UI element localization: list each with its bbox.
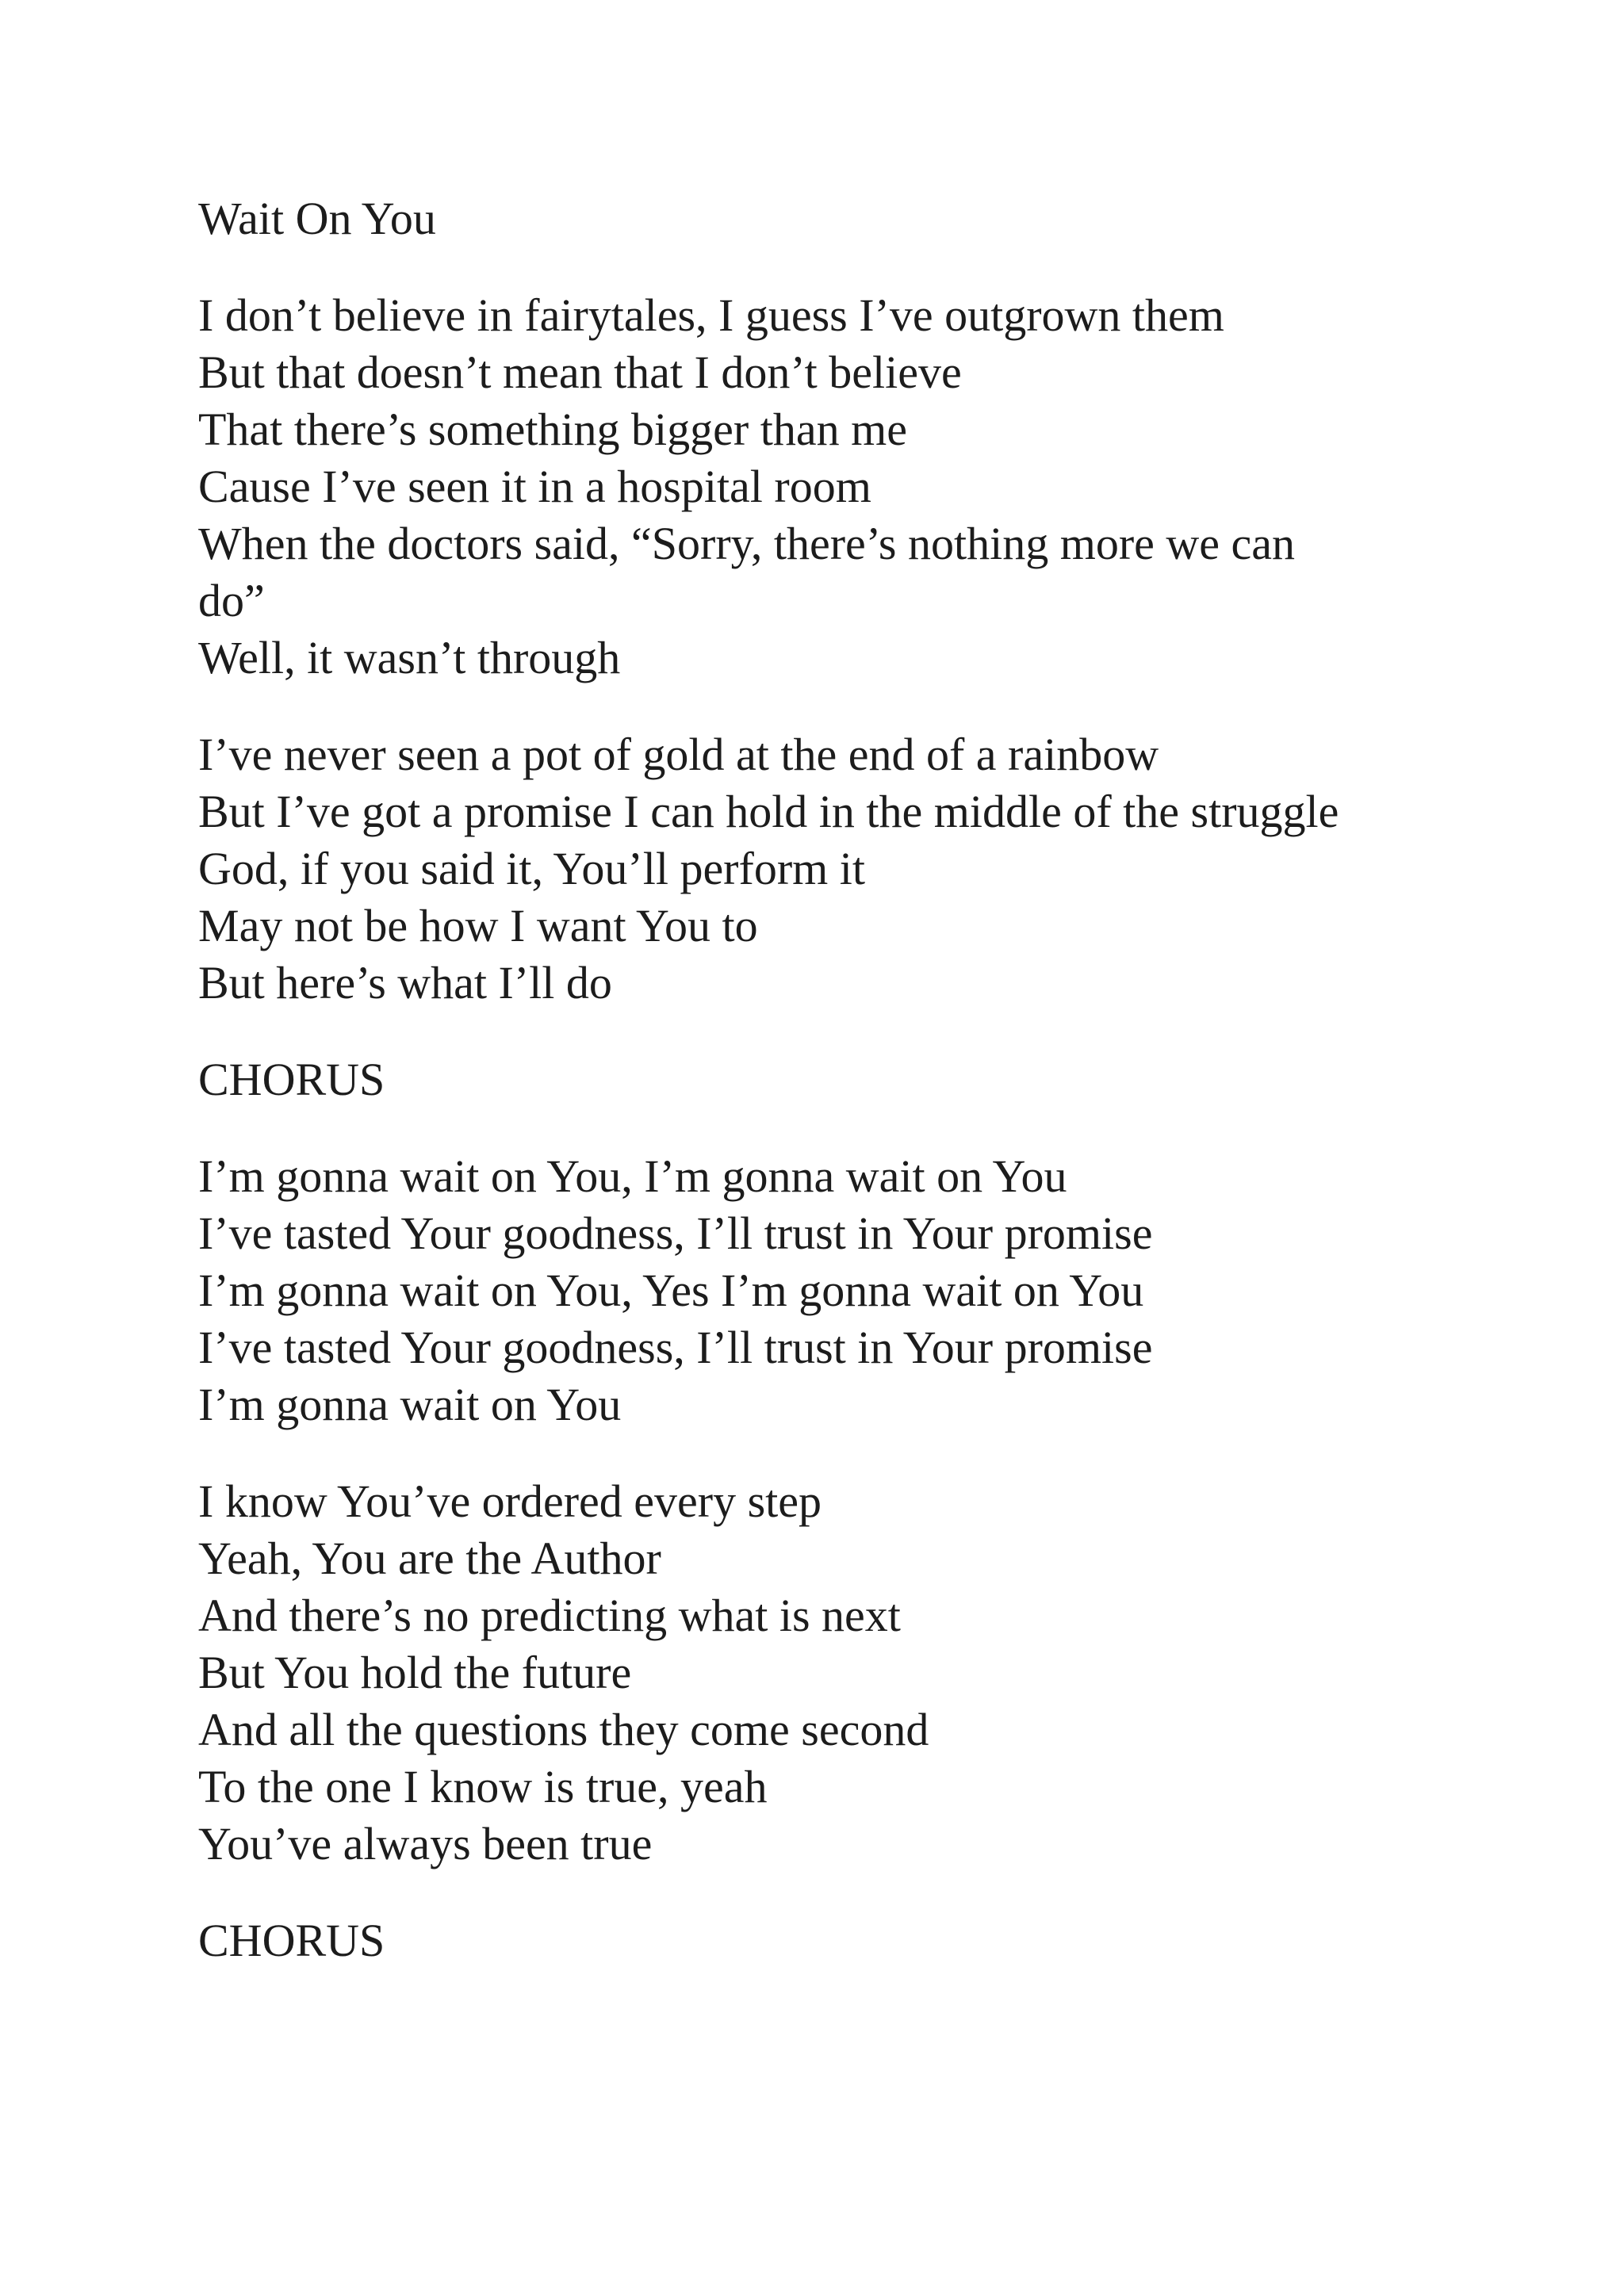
chorus-marker-2: [198, 1912, 1546, 1969]
chorus-label: CHORUS: [198, 1054, 385, 1105]
chorus: [198, 1148, 1546, 1433]
lyric-line: You’ve always been true: [198, 1818, 653, 1869]
lyric-line: Cause I’ve seen it in a hospital room: [198, 461, 871, 512]
lyric-line: That there’s something bigger than me: [198, 404, 907, 455]
song-title: Wait On You: [198, 193, 436, 244]
lyric-line: do”: [198, 575, 265, 626]
lyric-line: I’m gonna wait on You, I’m gonna wait on You: [198, 1150, 1067, 1202]
lyric-line: And all the questions they come second: [198, 1704, 929, 1755]
lyric-line: I don’t believe in fairytales, I guess I’ve outgrown them: [198, 289, 1224, 341]
lyric-line: But that doesn’t mean that I don’t believe: [198, 346, 962, 398]
verse-2: [198, 726, 1546, 1012]
lyric-line: But You hold the future: [198, 1647, 632, 1698]
verse-3: [198, 1473, 1546, 1873]
lyric-line: I’ve tasted Your goodness, I’ll trust in Your promise: [198, 1207, 1153, 1259]
lyric-line: May not be how I want You to: [198, 900, 758, 951]
lyric-line: God, if you said it, You’ll perform it: [198, 843, 865, 894]
lyric-line: But I’ve got a promise I can hold in the middle of the struggle: [198, 786, 1339, 837]
lyric-line: I’m gonna wait on You: [198, 1379, 622, 1430]
lyric-line: But here’s what I’ll do: [198, 957, 612, 1008]
chorus-marker-1: [198, 1051, 1546, 1108]
lyric-line: And there’s no predicting what is next: [198, 1590, 901, 1641]
verse-1: [198, 287, 1546, 687]
lyrics-text: [198, 190, 1546, 2009]
lyric-line: Well, it wasn’t through: [198, 632, 621, 683]
lyric-line: I know You’ve ordered every step: [198, 1475, 822, 1527]
lyric-line: When the doctors said, “Sorry, there’s nothing more we can: [198, 518, 1295, 569]
lyric-line: To the one I know is true, yeah: [198, 1761, 768, 1812]
lyric-line: I’ve tasted Your goodness, I’ll trust in Your promise: [198, 1322, 1153, 1373]
lyric-line: I’m gonna wait on You, Yes I’m gonna wait on You: [198, 1265, 1144, 1316]
chorus-label: CHORUS: [198, 1915, 385, 1966]
lyric-line: I’ve never seen a pot of gold at the end of a rainbow: [198, 729, 1159, 780]
lyric-line: Yeah, You are the Author: [198, 1533, 661, 1584]
